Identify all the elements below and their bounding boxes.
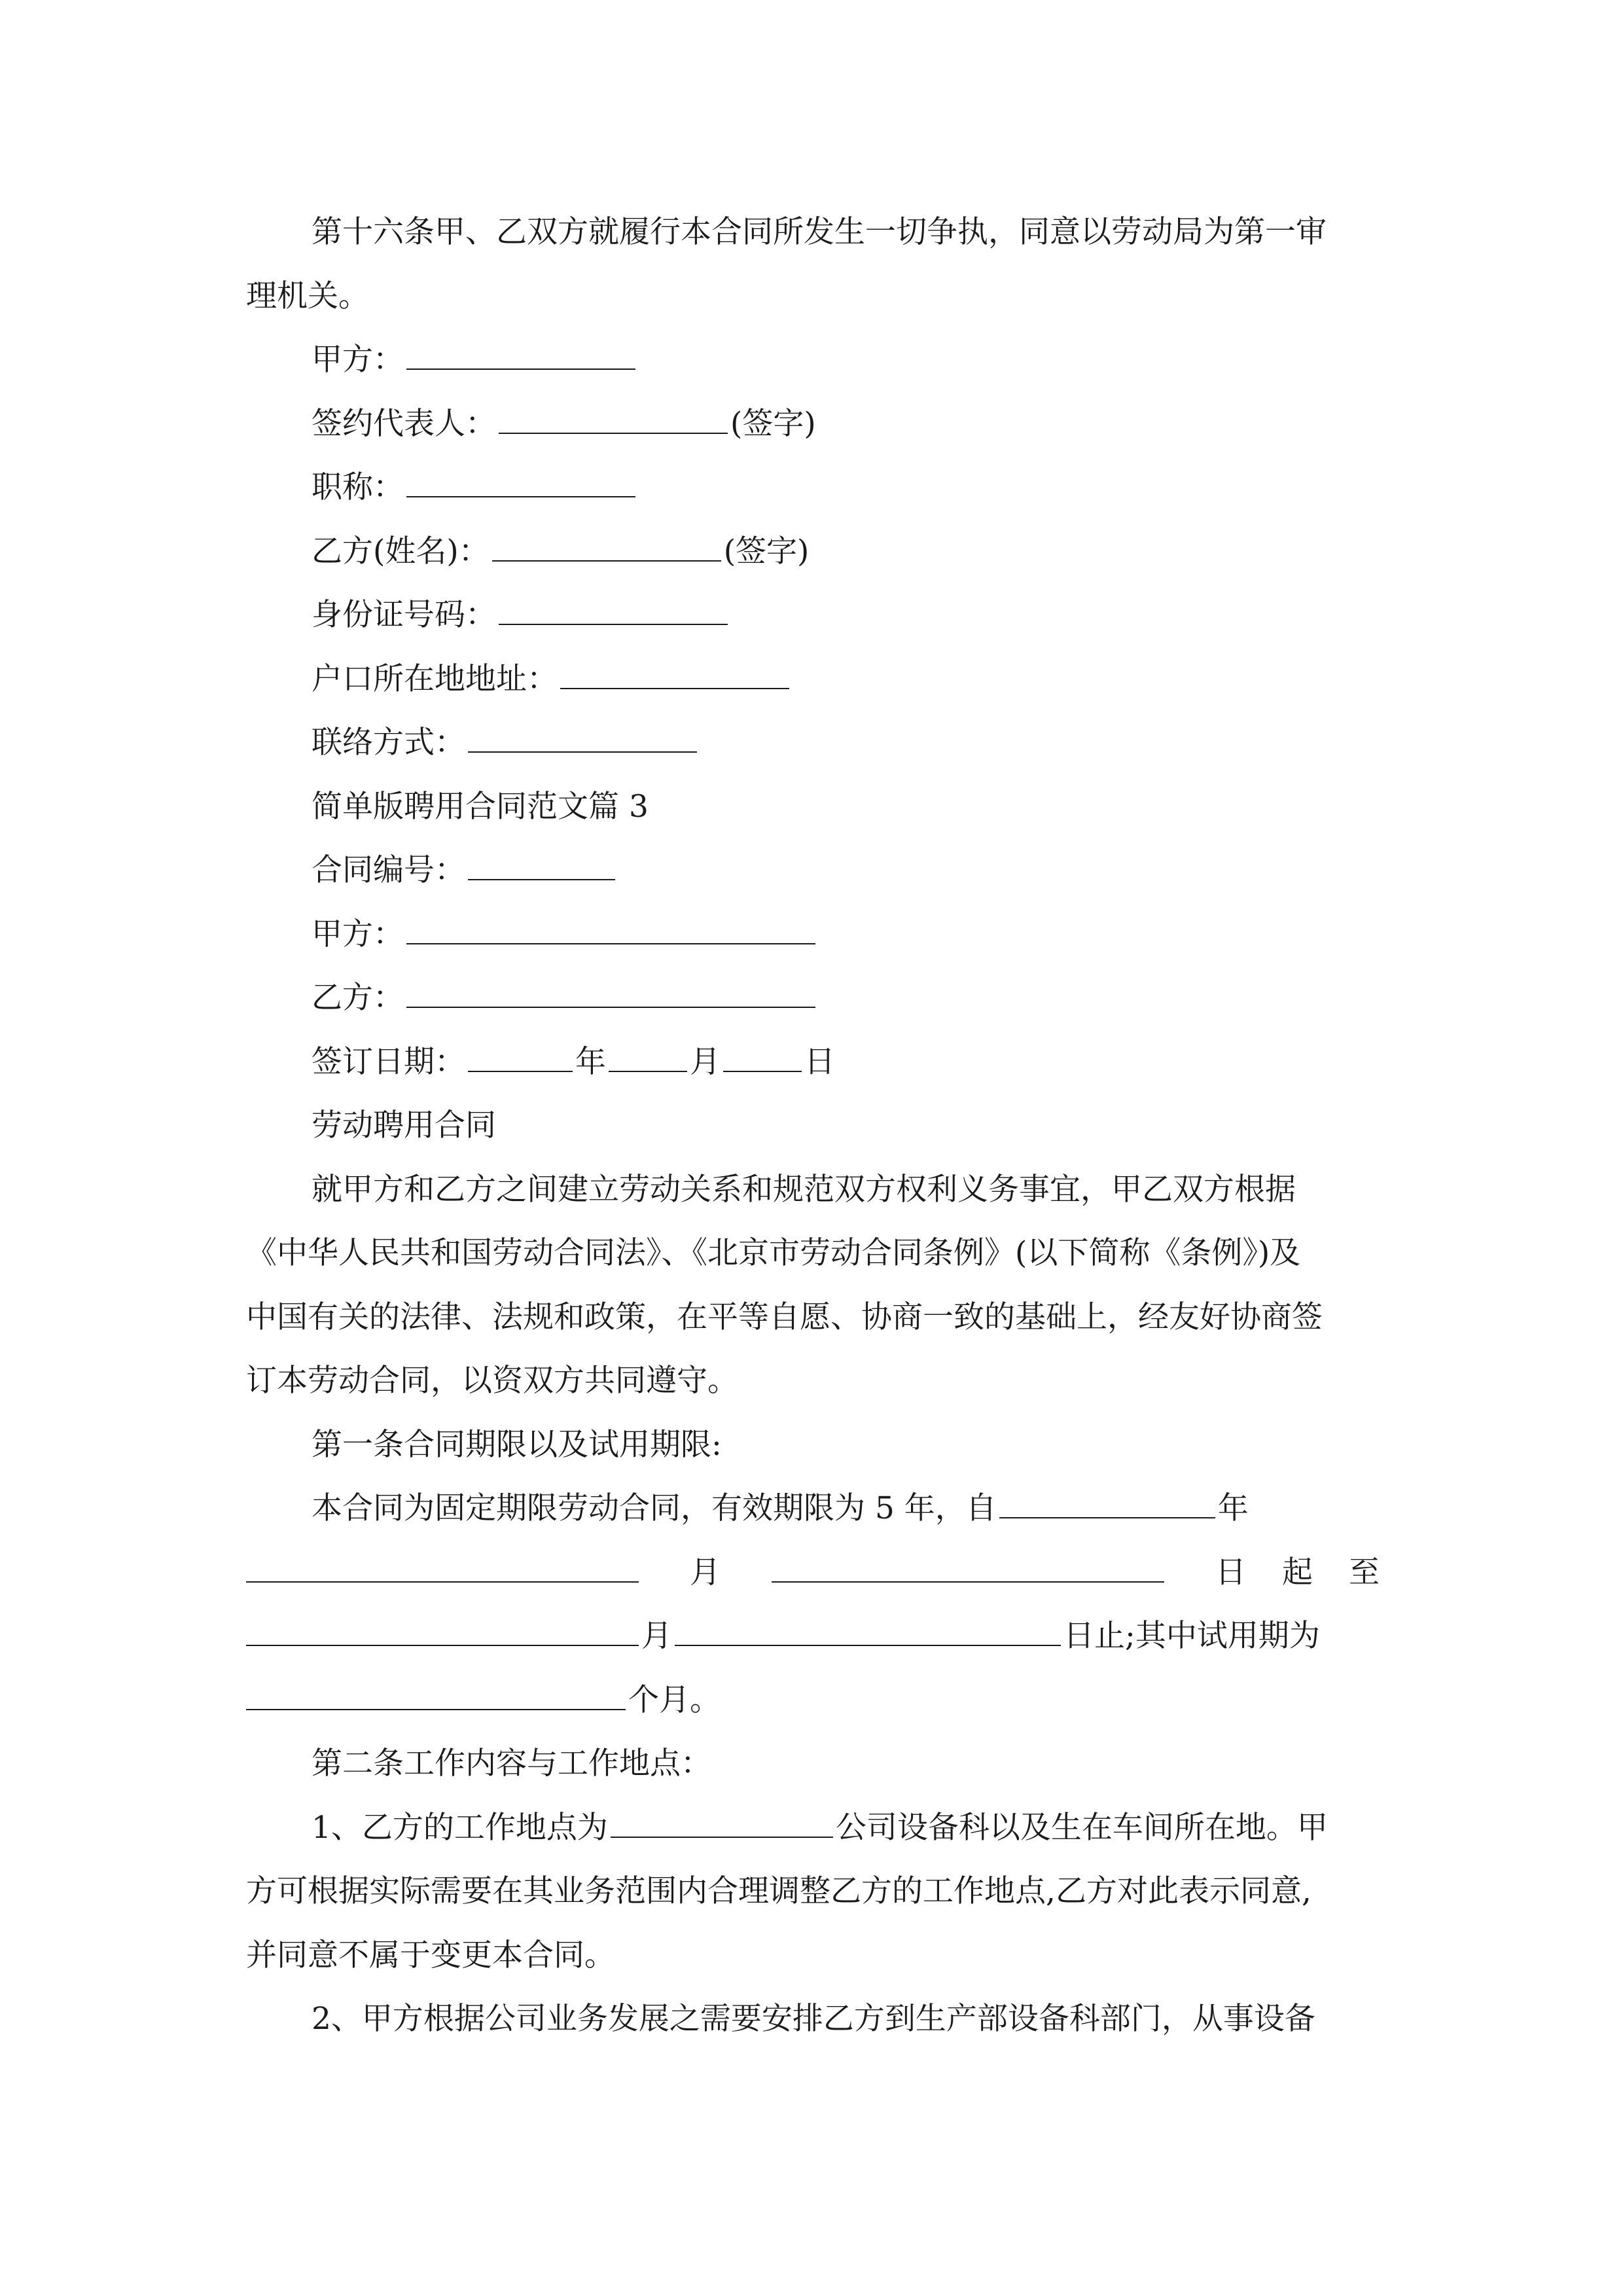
party-b-sign-note: (签字): [723, 533, 810, 569]
article-16-line-1: 第十六条甲、乙双方就履行本合同所发生一切争执，同意以劳动局为第一审: [312, 214, 1327, 250]
party-b-row: [246, 966, 1380, 1030]
contract-title: 劳动聘用合同: [312, 1107, 496, 1143]
start-year-blank: [999, 1482, 1215, 1518]
month-blank: [609, 1035, 687, 1072]
household-address-row: [246, 647, 1380, 711]
work-location-line-3: 并同意不属于变更本合同。: [246, 1937, 615, 1973]
probation-blank: [246, 1674, 626, 1710]
party-b-label: 乙方：: [312, 980, 404, 1016]
household-address-label: 户口所在地地址：: [312, 660, 558, 697]
start-day-blank: [772, 1546, 1164, 1583]
term-line-1: [246, 1477, 1380, 1541]
term-line-3: [246, 1604, 1380, 1668]
work-location-blank: [611, 1801, 833, 1838]
contact-row: [246, 711, 1380, 775]
party-b-name-row: [246, 520, 1380, 584]
end-month-blank: [246, 1609, 639, 1646]
month-label: 月: [690, 1043, 721, 1080]
representative-sign-note: (签字): [730, 405, 816, 442]
party-a-blank-2: [406, 908, 815, 944]
work-location-line-2: 方可根据实际需要在其业务范围内合理调整乙方的工作地点,乙方对此表示同意,: [246, 1873, 1311, 1909]
id-number-label: 身份证号码：: [312, 597, 496, 633]
day-blank: [723, 1035, 802, 1072]
contract-number-blank: [468, 844, 615, 880]
household-address-blank: [560, 653, 789, 689]
work-location-text-2: 公司设备科以及生在车间所在地。甲: [835, 1809, 1328, 1846]
term-text-1: 本合同为固定期限劳动合同，有效期限为 5 年，自: [312, 1490, 997, 1526]
party-a-row: [246, 903, 1380, 967]
preamble-line-1: 就甲方和乙方之间建立劳动关系和规范双方权利义务事宜，甲乙双方根据: [312, 1171, 1296, 1208]
preamble-line-2: 《中华人民共和国劳动合同法》、《北京市劳动合同条例》(以下简称《条例》)及: [246, 1235, 1301, 1271]
end-day-text: 日止;其中试用期为: [1063, 1618, 1320, 1654]
contact-label: 联络方式：: [312, 725, 465, 761]
year-label: 年: [575, 1043, 606, 1080]
work-location-line-1: [246, 1796, 1380, 1860]
party-a-blank: [406, 333, 635, 370]
party-b-blank: [406, 971, 815, 1008]
title-label: 职称：: [312, 469, 404, 505]
id-number-row: [246, 583, 1380, 647]
signing-date-label: 签订日期：: [312, 1043, 465, 1080]
end-day-blank: [675, 1609, 1061, 1646]
title-blank: [406, 461, 635, 497]
year-blank: [468, 1035, 573, 1072]
section-heading-3: 简单版聘用合同范文篇 3: [312, 788, 649, 825]
party-a-label: 甲方：: [312, 342, 404, 378]
contract-number-row: [246, 838, 1380, 903]
party-b-name-blank: [492, 525, 721, 562]
representative-label: 签约代表人：: [312, 405, 496, 442]
article-16-line-2: 理机关。: [246, 278, 369, 314]
work-location-text-1: 1、乙方的工作地点为: [312, 1809, 608, 1846]
article-2-heading: 第二条工作内容与工作地点：: [312, 1746, 711, 1782]
term-line-2: [246, 1541, 1380, 1605]
start-month-blank: [246, 1546, 639, 1583]
article-1-heading: 第一条合同期限以及试用期限:: [312, 1426, 722, 1463]
start-day-label: 日 起 至: [1215, 1554, 1380, 1590]
preamble-line-3: 中国有关的法律、法规和政策，在平等自愿、协商一致的基础上，经友好协商签: [246, 1299, 1323, 1335]
work-content-line-1: 2、甲方根据公司业务发展之需要安排乙方到生产部设备科部门，从事设备: [312, 2001, 1315, 2037]
representative-blank: [499, 397, 728, 434]
document-body: [246, 200, 1380, 2051]
party-b-name-label: 乙方(姓名)：: [312, 533, 490, 569]
party-a-label-2: 甲方：: [312, 916, 404, 952]
preamble-line-4: 订本劳动合同，以资双方共同遵守。: [246, 1363, 738, 1399]
term-line-4: [246, 1668, 1380, 1732]
start-month-label: 月: [690, 1554, 721, 1590]
signing-date-row: [246, 1030, 1380, 1094]
probation-months-label: 个月。: [628, 1681, 721, 1718]
contact-blank: [468, 716, 697, 753]
id-number-blank: [499, 588, 728, 625]
end-month-label: 月: [641, 1618, 672, 1654]
representative-row: [246, 392, 1380, 456]
contract-number-label: 合同编号：: [312, 852, 465, 888]
start-year-label: 年: [1217, 1490, 1249, 1526]
party-a-signature-row: [246, 328, 1380, 392]
day-label: 日: [804, 1043, 835, 1080]
title-row: [246, 456, 1380, 520]
